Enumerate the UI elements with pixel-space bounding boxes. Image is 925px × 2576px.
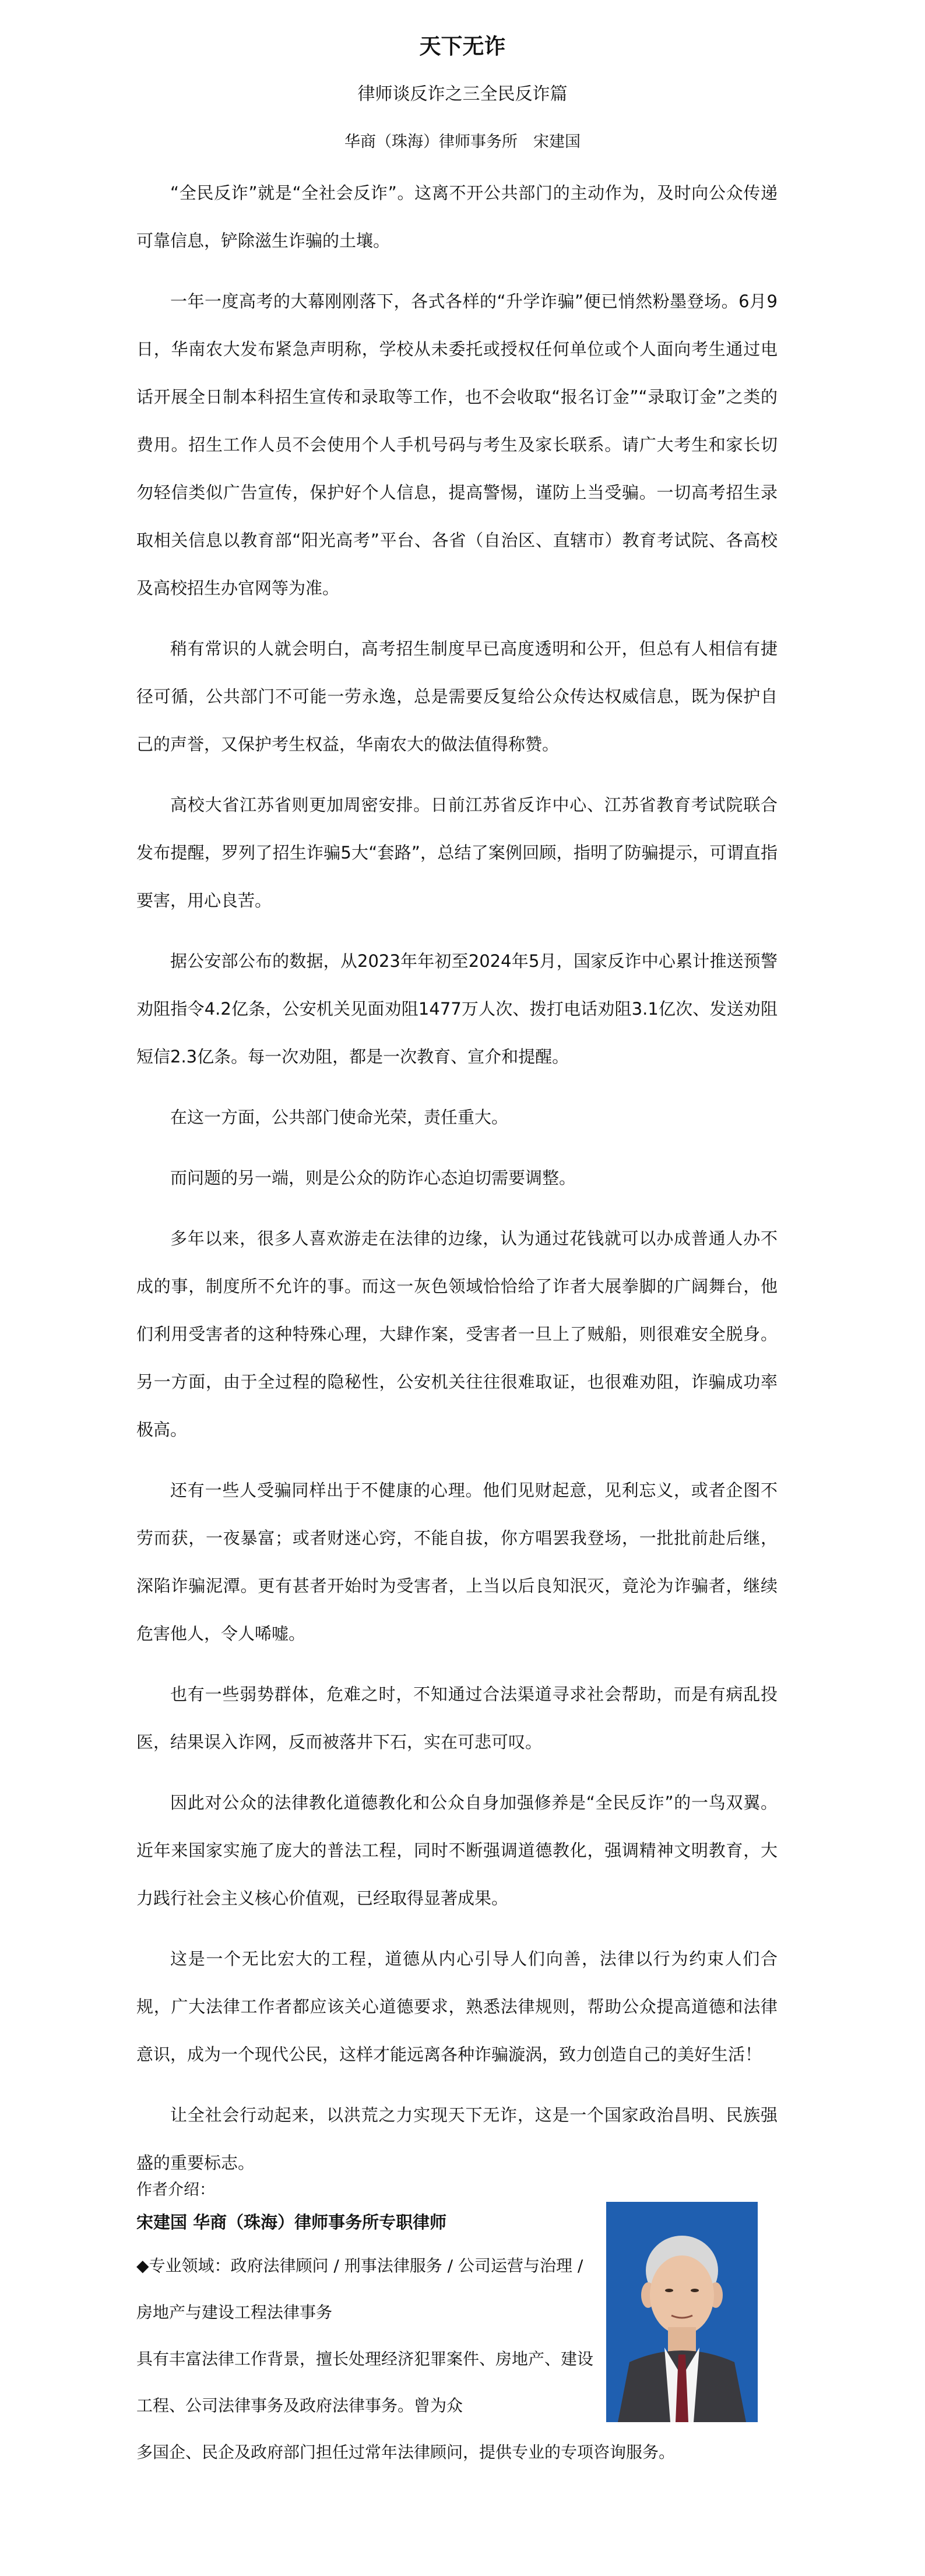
paragraph: 而问题的另一端，则是公众的防诈心态迫切需要调整。 <box>170 1168 576 1188</box>
author-portrait <box>606 2202 758 2422</box>
author-bio-part2: 多国企、民企及政府部门担任过常年法律顾问，提供专业的专项咨询服务。 <box>136 2443 676 2462</box>
page-subtitle: 律师谈反诈之三全民反诈篇 <box>357 84 568 104</box>
article-body <box>136 169 778 2200</box>
paragraph: 这是一个无比宏大的工程，道德从内心引导人们向善，法律以行为约束人们合规，广大法律工作者都应该关心道德要求，熟悉法律规则，帮助公众提高道德和法律意识，成为一个现代公民，这样才能远离各种诈骗漩涡，致力创造自己的美好生活！ <box>136 1949 778 2064</box>
paragraph: 多年以来，很多人喜欢游走在法律的边缘，认为通过花钱就可以办成普通人办不成的事，制度所不允许的事。而这一灰色领域恰恰给了诈者大展拳脚的广阔舞台，他们利用受害者的这种特殊心理，大肆作案，受害者一旦上了贼船，则很难安全脱身。另一方面，由于全过程的隐秘性，公安机关往往很难取证，也很难劝阻，诈骗成功率极高。 <box>136 1229 778 1440</box>
byline: 华商（珠海）律师事务所 宋建国 <box>344 133 581 151</box>
page-title: 天下无诈 <box>419 34 506 59</box>
paragraph: 稍有常识的人就会明白，高考招生制度早已高度透明和公开，但总有人相信有捷径可循，公共部门不可能一劳永逸，总是需要反复给公众传达权威信息，既为保护自己的声誉，又保护考生权益，华南农大的做法值得称赞。 <box>136 639 778 754</box>
author-heading: 作者介绍： <box>136 2181 215 2199</box>
author-fields: ◆专业领域：政府法律顾问 / 刑事法律服务 / 公司运营与治理 / 房地产与建设工程法律事务 <box>136 2256 583 2322</box>
paragraph: 让全社会行动起来，以洪荒之力实现天下无诈，这是一个国家政治昌明、民族强盛的重要标志。 <box>136 2105 778 2173</box>
paragraph: 在这一方面，公共部门使命光荣，责任重大。 <box>170 1107 509 1127</box>
paragraph: 还有一些人受骗同样出于不健康的心理。他们见财起意，见利忘义，或者企图不劳而获，一夜暴富；或者财迷心窍，不能自拔，你方唱罢我登场，一批批前赴后继，深陷诈骗泥潭。更有甚者开始时为受害者，上当以后良知泯灭，竟沦为诈骗者，继续危害他人，令人唏嘘。 <box>136 1480 778 1644</box>
portrait-illustration <box>606 2202 758 2422</box>
author-bio-part1: 具有丰富法律工作背景，擅长处理经济犯罪案件、房地产、建设工程、公司法律事务及政府法律事务。曾为众 <box>136 2349 594 2415</box>
paragraph: 也有一些弱势群体，危难之时，不知通过合法渠道寻求社会帮助，而是有病乱投医，结果误入诈网，反而被落井下石，实在可悲可叹。 <box>136 1684 778 1752</box>
paragraph: 据公安部公布的数据，从2023年年初至2024年5月，国家反诈中心累计推送预警劝阻指令4.2亿条，公安机关见面劝阻1477万人次、拨打电话劝阻3.1亿次、发送劝阻短信2.3亿条。每一次劝阻，都是一次教育、宣介和提醒。 <box>136 951 778 1067</box>
paragraph: “全民反诈”就是“全社会反诈”。这离不开公共部门的主动作为，及时向公众传递可靠信息，铲除滋生诈骗的土壤。 <box>136 183 778 251</box>
author-name: 宋建国 华商（珠海）律师事务所专职律师 <box>136 2212 447 2232</box>
paragraph: 因此对公众的法律教化道德教化和公众自身加强修养是“全民反诈”的一鸟双翼。近年来国家实施了庞大的普法工程，同时不断强调道德教化，强调精神文明教育，大力践行社会主义核心价值观，已经取得显著成果。 <box>136 1793 778 1908</box>
paragraph: 高校大省江苏省则更加周密安排。日前江苏省反诈中心、江苏省教育考试院联合发布提醒，罗列了招生诈骗5大“套路”，总结了案例回顾，指明了防骗提示，可谓直指要害，用心良苦。 <box>136 795 778 910</box>
paragraph: 一年一度高考的大幕刚刚落下，各式各样的“升学诈骗”便已悄然粉墨登场。6月9日，华南农大发布紧急声明称，学校从未委托或授权任何单位或个人面向考生通过电话开展全日制本科招生宣传和录取等工作，也不会收取“报名订金”“录取订金”之类的费用。招生工作人员不会使用个人手机号码与考生及家长联系。请广大考生和家长切勿轻信类似广告宣传，保护好个人信息，提高警惕，谨防上当受骗。一切高考招生录取相关信息以教育部“阳光高考”平台、各省（自治区、直辖市）教育考试院、各高校及高校招生办官网等为准。 <box>136 291 778 598</box>
